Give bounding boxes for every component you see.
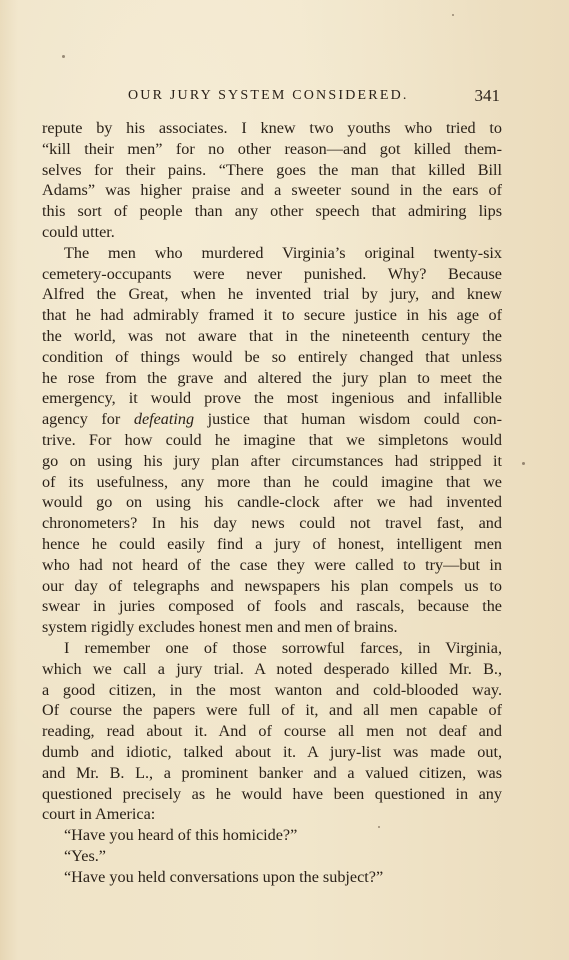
- text-line: condition of things would be so entirely changed that unless: [42, 347, 502, 366]
- text-line: of its usefulness, any more than he could imagine that we: [42, 472, 502, 491]
- text-line: Adams” was higher praise and a sweeter sound in the ears of: [42, 181, 502, 200]
- ink-speck: [62, 55, 65, 58]
- italic-word: defeating: [133, 410, 195, 429]
- text-line: court in America:: [42, 805, 156, 824]
- text-line: who had not heard of the case they were called to try—but in: [42, 555, 502, 574]
- text-line: trive. For how could he imagine that we simpletons would: [42, 430, 502, 449]
- text-line: that he had admirably framed it to secure justice in his age of: [42, 306, 502, 325]
- text-line: he rose from the grave and altered the jury plan to meet the: [42, 368, 502, 387]
- text-segment: justice that human wisdom could con-: [207, 410, 503, 429]
- text-line: chronometers? In his day news could not travel fast, and: [42, 514, 502, 533]
- running-head: OUR JURY SYSTEM CONSIDERED.: [128, 88, 409, 103]
- text-line: questioned precisely as he would have been questioned in any: [42, 784, 502, 803]
- text-line: Alfred the Great, when he invented trial by jury, and knew: [42, 285, 502, 304]
- ink-speck: [522, 462, 525, 465]
- text-line: reading, read about it. And of course all men not deaf and: [42, 722, 502, 741]
- text-line: dumb and idiotic, talked about it. A jury-list was made out,: [42, 742, 502, 761]
- text-line: hence he could easily find a jury of honest, intelligent men: [42, 534, 502, 553]
- text-line-with-italic: [42, 409, 502, 430]
- text-line: swear in juries composed of fools and rascals, because the: [42, 597, 502, 616]
- text-line: could utter.: [42, 222, 115, 241]
- text-line: go on using his jury plan after circumstances had stripped it: [42, 451, 502, 470]
- dialog-line: “Have you heard of this homicide?”: [64, 826, 298, 845]
- ink-speck: [452, 14, 454, 16]
- text-line: repute by his associates. I knew two youths who tried to: [42, 119, 502, 137]
- text-segment: agency for: [42, 410, 121, 429]
- dialog-line: “Yes.”: [64, 846, 106, 865]
- ink-speck: [378, 826, 380, 828]
- text-line: would go on using his candle-clock after we had invented: [42, 493, 502, 512]
- text-line: which we call a jury trial. A noted desperado killed Mr. B.,: [42, 659, 502, 678]
- text-line: “kill their men” for no other reason—and got killed them-: [42, 139, 502, 158]
- page-header: [40, 88, 500, 108]
- body-text: [42, 118, 502, 887]
- text-line: our day of telegraphs and newspapers his plan compels us to: [42, 576, 502, 595]
- paragraph-start-line: The men who murdered Virginia’s original twenty-six: [64, 243, 502, 262]
- page-number: 341: [474, 86, 500, 105]
- text-line: Of course the papers were full of it, and all men capable of: [42, 701, 502, 720]
- dialog-line: “Have you held conversations upon the subject?”: [64, 867, 384, 886]
- text-line: emergency, it would prove the most ingenious and infallible: [42, 389, 502, 408]
- text-line: this sort of people than any other speech that admiring lips: [42, 202, 502, 221]
- text-line: and Mr. B. L., a prominent banker and a valued citizen, was: [42, 763, 502, 782]
- text-line: a good citizen, in the most wanton and cold-blooded way.: [42, 680, 502, 699]
- text-line: system rigidly excludes honest men and men of brains.: [42, 618, 398, 637]
- text-line: cemetery-occupants were never punished. Why? Because: [42, 264, 502, 283]
- text-line: the world, was not aware that in the nineteenth century the: [42, 326, 502, 345]
- paragraph-start-line: I remember one of those sorrowful farces, in Virginia,: [64, 638, 502, 657]
- text-line: selves for their pains. “There goes the man that killed Bill: [42, 160, 502, 179]
